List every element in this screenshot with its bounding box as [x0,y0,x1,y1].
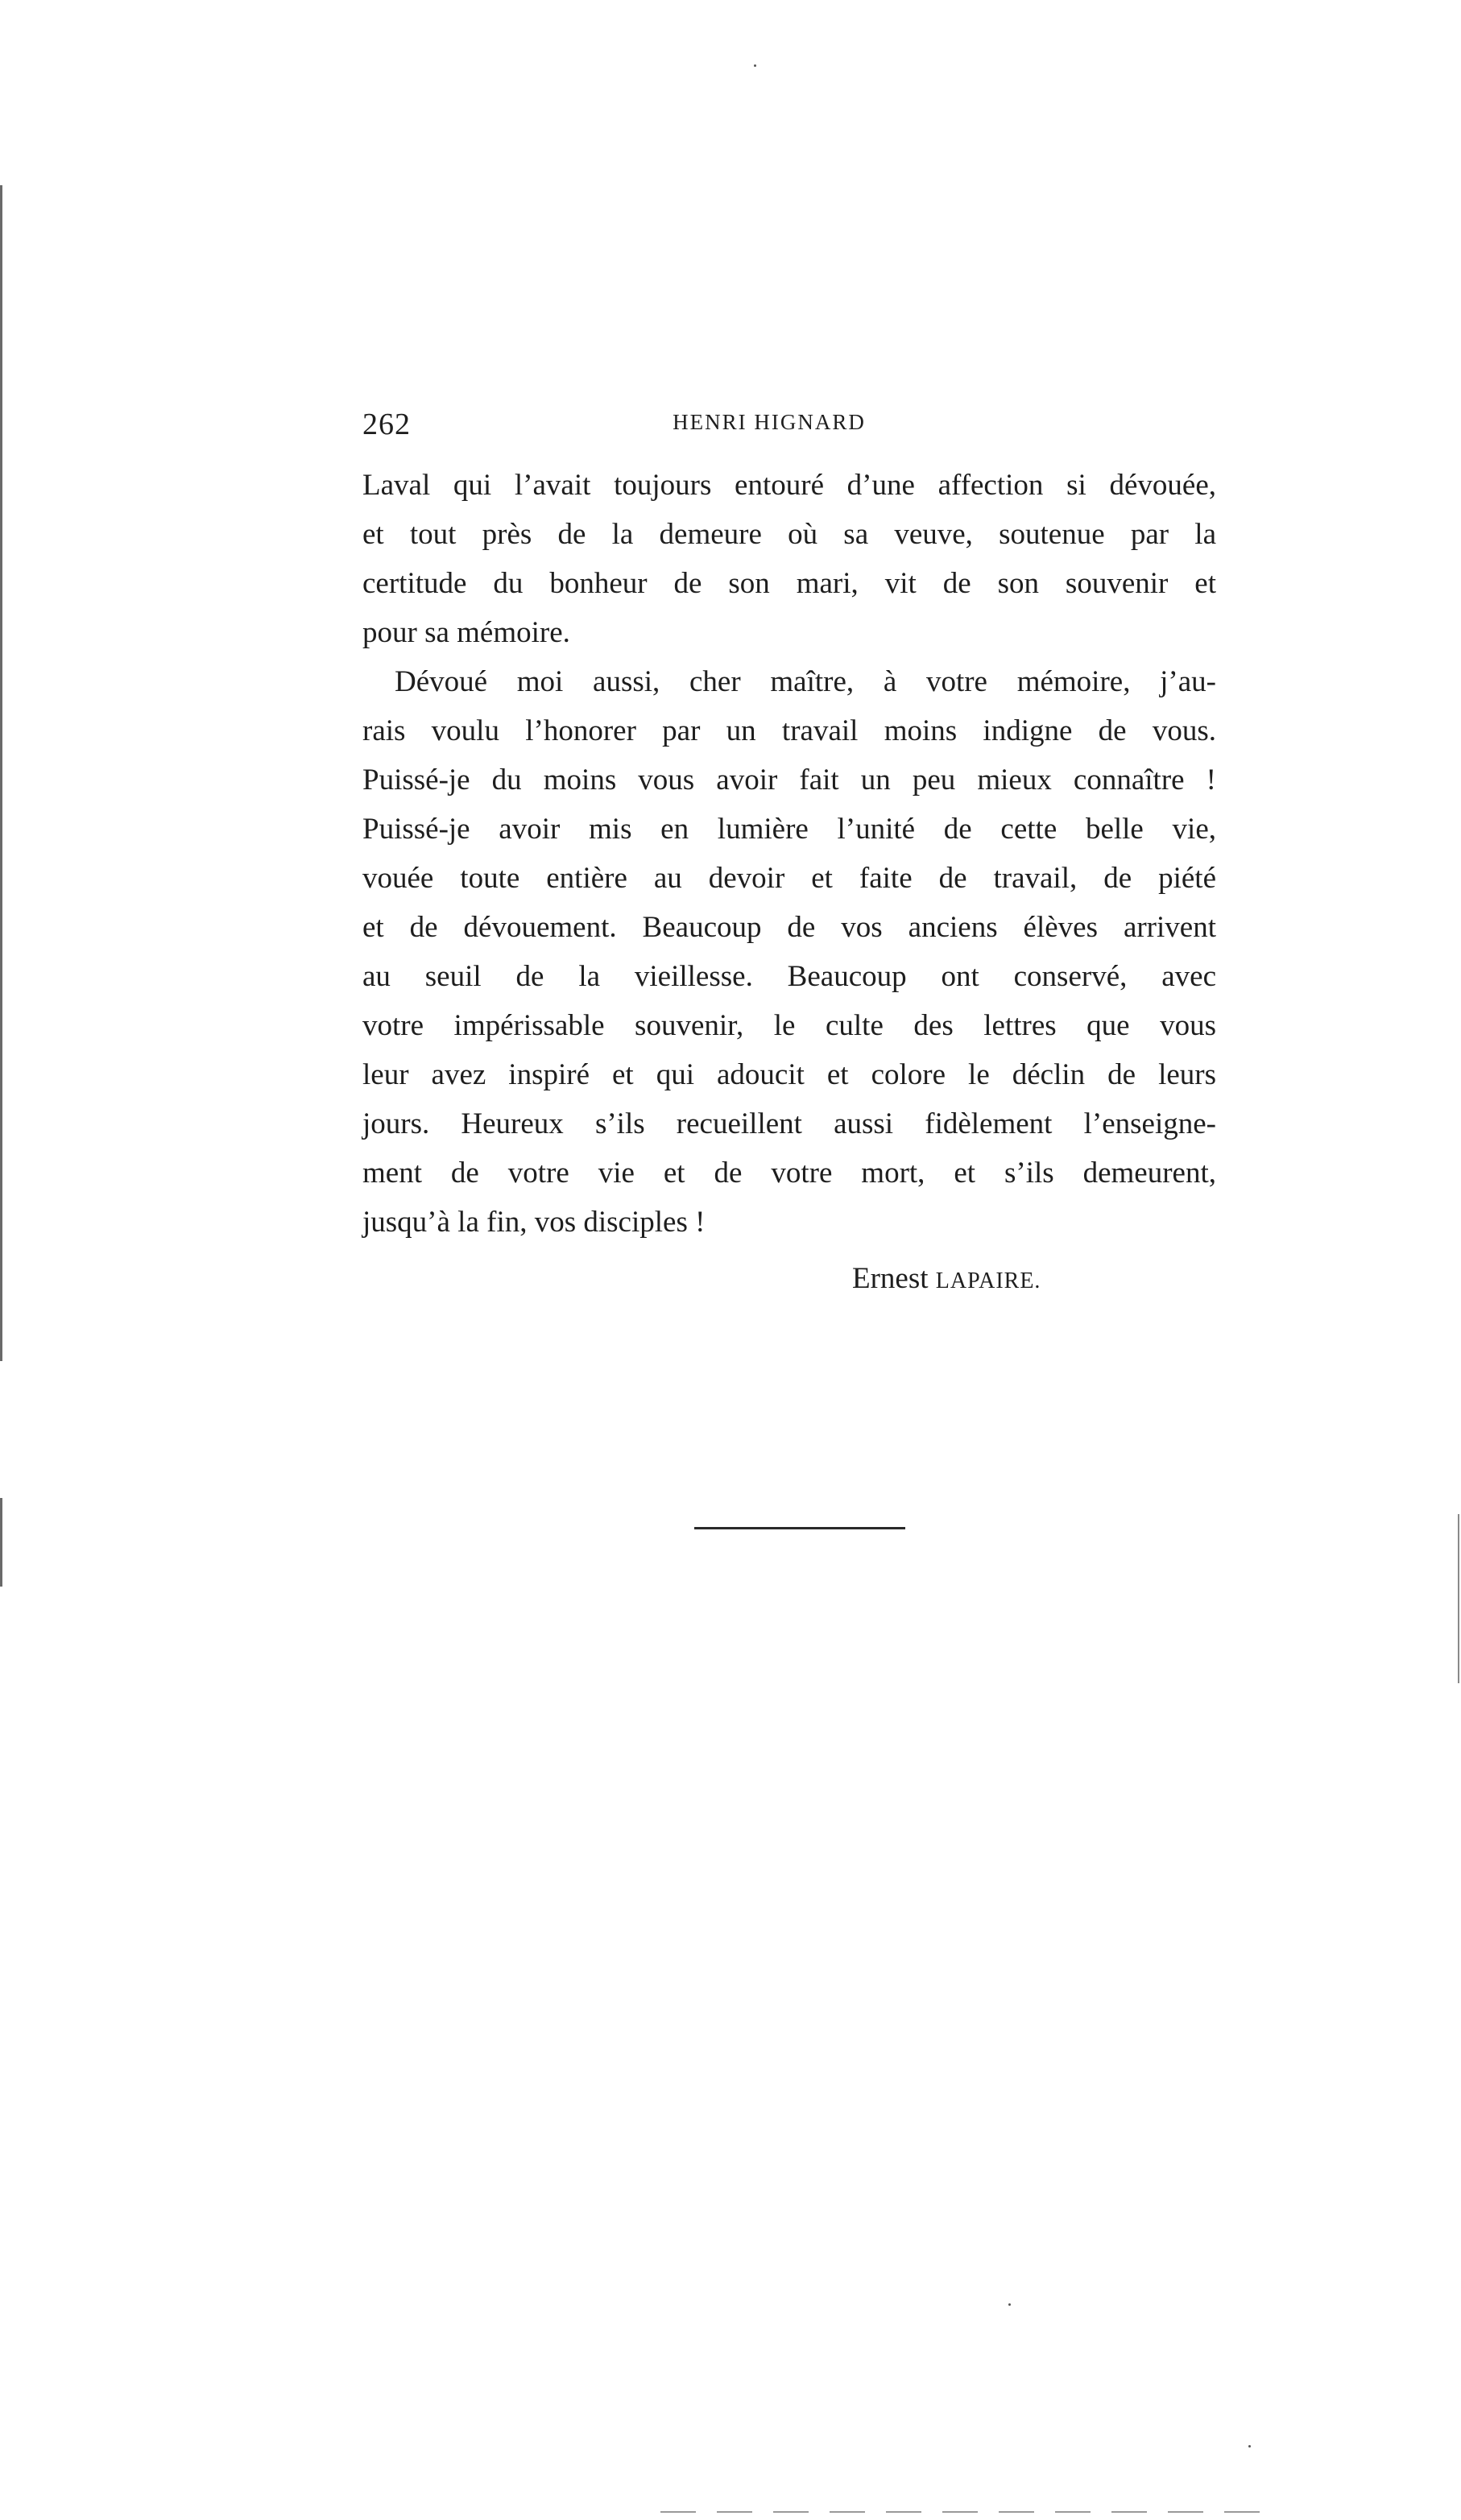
running-head: HENRI HIGNARD [673,410,866,434]
text-line: Puissé-je avoir mis en lumière l’unité de cette belle vie, [362,813,1216,846]
text-line: et tout près de la demeure où sa veuve, soutenue par la [362,518,1216,551]
scan-edge-left [0,185,2,1361]
scan-speck [1008,2303,1011,2306]
text-line: certitude du bonheur de son mari, vit de son souvenir et [362,567,1216,600]
signature-surname: LAPAIRE. [935,1268,1041,1293]
text-line: vouée toute entière au devoir et faite de travail, de piété [362,862,1216,895]
signature [852,1261,1041,1296]
signature-first-name: Ernest [852,1262,929,1295]
scan-edge-right [1458,1514,1459,1683]
text-line: au seuil de la vieillesse. Beaucoup ont conservé, avec [362,960,1216,993]
paragraph [362,461,1216,657]
text-line: rais voulu l’honorer par un travail moins indigne de vous. [362,714,1216,747]
page-header [362,407,1176,447]
text-line: jours. Heureux s’ils recueillent aussi fidèlement l’enseigne- [362,1107,1216,1140]
text-line: leur avez inspiré et qui adoucit et colore le déclin de leurs [362,1058,1216,1091]
text-line: ment de votre vie et de votre mort, et s’ils demeurent, [362,1157,1216,1190]
text-line: Dévoué moi aussi, cher maître, à votre mémoire, j’au- [395,665,1216,698]
scan-speck [1248,2445,1251,2448]
text-line: Puissé-je du moins vous avoir fait un peu mieux connaître ! [362,763,1216,797]
text-line: votre impérissable souvenir, le culte des lettres que vous [362,1009,1216,1042]
page-number: 262 [362,408,411,441]
section-end-rule [694,1527,905,1529]
scan-bottom-edge [660,2511,1273,2513]
text-line: et de dévouement. Beaucoup de vos anciens élèves arrivent [362,911,1216,944]
paragraph [362,657,1216,1247]
scan-speck [754,64,756,67]
scan-edge-left [0,1498,2,1587]
text-line: Laval qui l’avait toujours entouré d’une affection si dévouée, [362,469,1216,502]
body-text [362,461,1216,1247]
text-line: jusqu’à la fin, vos disciples ! [362,1206,706,1239]
text-line: pour sa mémoire. [362,616,570,649]
